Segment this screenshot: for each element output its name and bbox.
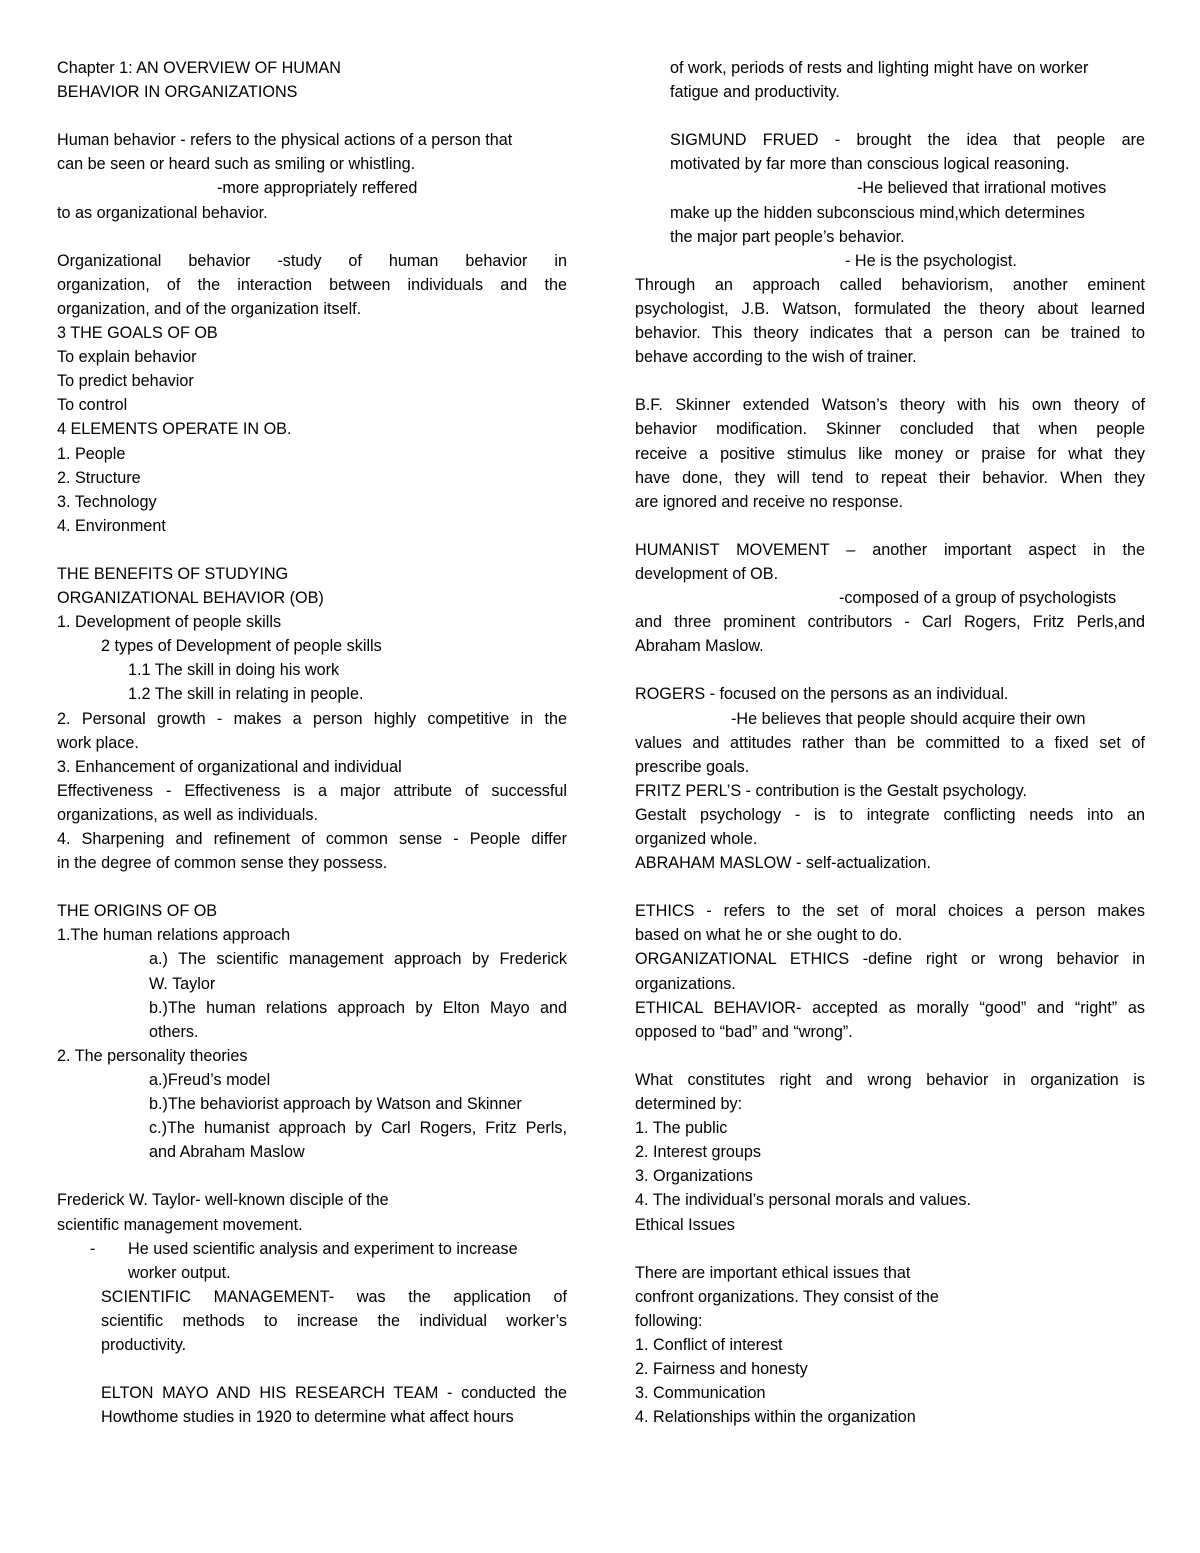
ethics-line: ORGANIZATIONAL ETHICS -define right or wrong behavior in	[635, 950, 1145, 969]
element-item: 1. People	[57, 444, 126, 463]
list-item: 2. Fairness and honesty	[635, 1360, 808, 1379]
goals-heading: 3 THE GOALS OF OB	[57, 324, 218, 343]
freud-line: motivated by far more than conscious logical reasoning.	[670, 155, 1070, 174]
taylor-line: Frederick W. Taylor- well-known disciple of the	[57, 1191, 389, 1210]
origin-line: c.)The humanist approach by Carl Rogers, Fritz Perls,	[149, 1119, 567, 1138]
ethics-line: organizations.	[635, 974, 736, 993]
taylor-line: scientific management movement.	[57, 1215, 303, 1234]
element-item: 2. Structure	[57, 468, 141, 487]
list-item: 3. Organizations	[635, 1167, 753, 1186]
human-behavior-line: -more appropriately reffered	[217, 179, 418, 198]
rogers-line: ROGERS - focused on the persons as an individual.	[635, 685, 1009, 704]
benefit-line: 2. Personal growth - makes a person highly competitive in the	[57, 709, 567, 728]
benefit-line: work place.	[57, 733, 139, 752]
origins-heading: THE ORIGINS OF OB	[57, 902, 218, 921]
mayo-cont-line: fatigue and productivity.	[670, 83, 840, 102]
benefit-line: 4. Sharpening and refinement of common sense - People differ	[57, 830, 567, 848]
taylor-bullet	[57, 1237, 567, 1261]
benefit-line: 2 types of Development of people skills	[101, 637, 382, 656]
ethics-line: opposed to “bad” and “wrong”.	[635, 1022, 853, 1041]
watson-line: behavior. This theory indicates that a person can be trained to	[635, 324, 1145, 343]
humanist-line: development of OB.	[635, 564, 779, 583]
origin-line: others.	[149, 1022, 199, 1041]
freud-line: -He believed that irrational motives	[857, 179, 1107, 198]
benefits-heading: THE BENEFITS OF STUDYING	[57, 564, 289, 583]
list-item: 1. Conflict of interest	[635, 1335, 783, 1354]
origin-line: b.)The behaviorist approach by Watson and Skinner	[149, 1095, 522, 1114]
benefit-line: 1.2 The skill in relating in people.	[128, 685, 364, 704]
skinner-line: B.F. Skinner extended Watson’s theory with his own theory of	[635, 396, 1145, 415]
watson-line: Through an approach called behaviorism, another eminent	[635, 275, 1145, 294]
element-item: 3. Technology	[57, 492, 157, 511]
origin-line: 1.The human relations approach	[57, 926, 291, 945]
org-behavior-line: organization, and of the organization itself.	[57, 299, 362, 318]
benefit-line: organizations, as well as individuals.	[57, 805, 318, 824]
benefits-heading: ORGANIZATIONAL BEHAVIOR (OB)	[57, 589, 324, 608]
right-wrong-line: determined by:	[635, 1095, 743, 1114]
list-item: 2. Interest groups	[635, 1143, 761, 1162]
sci-mgmt-line: SCIENTIFIC MANAGEMENT- was the application of	[101, 1287, 567, 1306]
humanist-line: -composed of a group of psychologists	[839, 589, 1117, 608]
right-wrong-line: What constitutes right and wrong behavior in organization is	[635, 1070, 1145, 1089]
human-behavior-line: can be seen or heard such as smiling or whistling.	[57, 155, 416, 174]
origin-line: W. Taylor	[149, 974, 216, 993]
skinner-line: are ignored and receive no response.	[635, 492, 904, 511]
maslow-line: ABRAHAM MASLOW - self-actualization.	[635, 854, 931, 873]
gestalt-line: Gestalt psychology - is to integrate conflicting needs into an	[635, 805, 1145, 824]
elements-heading: 4 ELEMENTS OPERATE IN OB.	[57, 420, 292, 439]
human-behavior-line: to as organizational behavior.	[57, 203, 268, 222]
rogers-line: values and attitudes rather than be committed to a fixed set of	[635, 733, 1145, 752]
ethics-line: based on what he or she ought to do.	[635, 926, 903, 945]
benefit-line: 1. Development of people skills	[57, 613, 282, 632]
gestalt-line: organized whole.	[635, 830, 758, 848]
list-item: 3. Communication	[635, 1384, 766, 1403]
watson-line: behave according to the wish of trainer.	[635, 348, 917, 367]
goal-item: To control	[57, 396, 128, 415]
sci-mgmt-line: scientific methods to increase the individual worker’s	[101, 1311, 567, 1330]
benefit-line: Effectiveness - Effectiveness is a major attribute of successful	[57, 781, 567, 800]
humanist-line: and three prominent contributors - Carl Rogers, Fritz Perls,and	[635, 613, 1145, 632]
taylor-bullet-text: He used scientific analysis and experiment to increase	[128, 1239, 518, 1258]
bullet-dash: -	[90, 1239, 96, 1258]
humanist-line: Abraham Maslow.	[635, 637, 764, 656]
org-behavior-line: Organizational behavior -study of human behavior in	[57, 251, 567, 270]
element-item: 4. Environment	[57, 516, 166, 535]
issues-line: There are important ethical issues that	[635, 1263, 911, 1282]
right-column	[635, 56, 1145, 1429]
goal-item: To predict behavior	[57, 372, 194, 391]
skinner-line: receive a positive stimulus like money or praise for what they	[635, 444, 1145, 463]
skinner-line: behavior modification. Skinner concluded that when people	[635, 420, 1145, 439]
origin-line: 2. The personality theories	[57, 1046, 248, 1065]
sci-mgmt-line: productivity.	[101, 1335, 187, 1354]
origin-line: b.)The human relations approach by Elton Mayo and	[149, 998, 567, 1017]
watson-line: psychologist, J.B. Watson, formulated the theory about learned	[635, 299, 1145, 318]
chapter-title-line-2: BEHAVIOR IN ORGANIZATIONS	[57, 83, 298, 102]
rogers-line: prescribe goals.	[635, 757, 750, 776]
origin-line: and Abraham Maslow	[149, 1143, 305, 1162]
mayo-line: ELTON MAYO AND HIS RESEARCH TEAM - conducted the	[101, 1384, 567, 1403]
issues-line: following:	[635, 1311, 703, 1330]
freud-line: the major part people’s behavior.	[670, 227, 905, 246]
freud-line: make up the hidden subconscious mind,which determines	[670, 203, 1085, 222]
mayo-cont-line: of work, periods of rests and lighting might have on worker	[670, 59, 1089, 77]
issues-line: confront organizations. They consist of the	[635, 1287, 939, 1306]
ethics-line: ETHICAL BEHAVIOR- accepted as morally “good” and “right” as	[635, 998, 1145, 1017]
benefit-line: 3. Enhancement of organizational and individual	[57, 757, 402, 776]
goal-item: To explain behavior	[57, 348, 197, 367]
mayo-line: Howthome studies in 1920 to determine what affect hours	[101, 1408, 514, 1427]
ethics-line: ETHICS - refers to the set of moral choices a person makes	[635, 902, 1145, 921]
ethical-issues-heading: Ethical Issues	[635, 1215, 735, 1234]
benefit-line: in the degree of common sense they possess.	[57, 854, 388, 873]
list-item: 1. The public	[635, 1119, 728, 1138]
rogers-line: -He believes that people should acquire their own	[731, 709, 1086, 728]
taylor-line: worker output.	[128, 1263, 231, 1282]
human-behavior-line: Human behavior - refers to the physical actions of a person that	[57, 131, 513, 150]
list-item: 4. Relationships within the organization	[635, 1408, 916, 1427]
chapter-title-line-1: Chapter 1: AN OVERVIEW OF HUMAN	[57, 59, 341, 77]
benefit-line: 1.1 The skill in doing his work	[128, 661, 340, 680]
left-column	[57, 56, 567, 1429]
freud-line: - He is the psychologist.	[845, 251, 1017, 270]
origin-line: a.)Freud’s model	[149, 1070, 271, 1089]
humanist-line: HUMANIST MOVEMENT – another important aspect in the	[635, 540, 1145, 559]
freud-line: SIGMUND FRUED - brought the idea that people are	[670, 131, 1145, 150]
perls-line: FRITZ PERL’S - contribution is the Gestalt psychology.	[635, 781, 1027, 800]
list-item: 4. The individual’s personal morals and values.	[635, 1191, 971, 1210]
origin-line: a.) The scientific management approach by Frederick	[149, 950, 567, 969]
org-behavior-line: organization, of the interaction between individuals and the	[57, 275, 567, 294]
skinner-line: have done, they will tend to repeat their behavior. When they	[635, 468, 1145, 487]
